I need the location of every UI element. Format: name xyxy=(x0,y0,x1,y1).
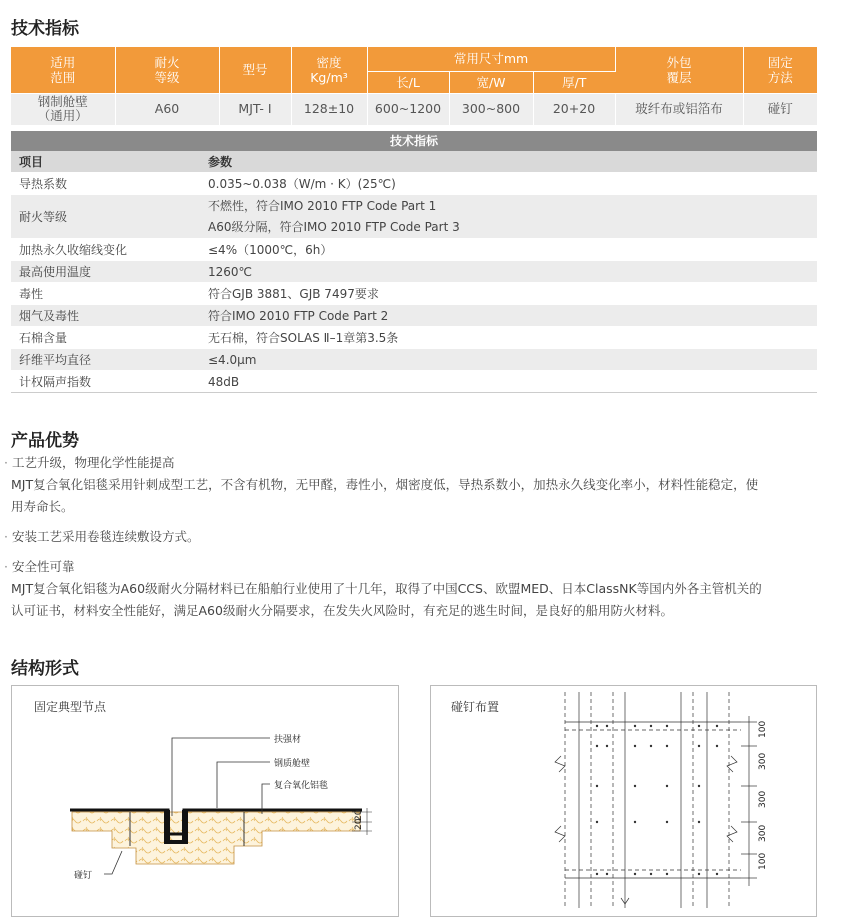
header-thickness: 厚/T xyxy=(533,71,615,93)
row-item: 毒性 xyxy=(19,287,44,301)
fixing-node-title: 固定典型节点 xyxy=(34,700,107,714)
blanket-shape xyxy=(72,812,360,864)
cell-cover: 玻纤布或铝箔布 xyxy=(615,93,743,125)
dim-300-b: 300 xyxy=(758,790,768,808)
advantage-3-text: MJT复合氧化铝毯为A60级耐火分隔材料已在船舶行业使用了十几年，取得了中国CCS、欧盟MED、日本ClassNK等国内外各主管机关的 xyxy=(11,581,762,596)
row-item: 加热永久收缩线变化 xyxy=(19,243,128,257)
row-item: 导热系数 xyxy=(19,177,68,191)
row-param: 符合IMO 2010 FTP Code Part 2 xyxy=(208,309,389,323)
cell-length: 600~1200 xyxy=(367,93,449,125)
row-param: 0.035~0.038（W/m · K）(25℃) xyxy=(208,177,396,191)
tech-section-title: 技术指标 xyxy=(11,19,79,39)
table-row xyxy=(11,305,817,327)
tech-header-row xyxy=(11,151,817,173)
struct-section-title: 结构形式 xyxy=(11,659,79,679)
header-fix: 固定 方法 xyxy=(743,47,817,93)
cell-density: 128±10 xyxy=(291,93,367,125)
bullet: · xyxy=(4,529,8,544)
advantage-1 xyxy=(4,452,824,518)
header-fire-grade: 耐火 等级 xyxy=(115,47,219,93)
row-param: 无石棉，符合SOLAS Ⅱ–1章第3.5条 xyxy=(208,331,399,345)
bullet: · xyxy=(4,559,8,574)
dim-20b: 20 xyxy=(354,818,364,830)
cell-model: MJT- I xyxy=(219,93,291,125)
table-row xyxy=(11,261,817,283)
label-blanket: 复合氧化铝毯 xyxy=(274,781,329,791)
advantage-1-text-2: 用寿命长。 xyxy=(11,499,74,514)
header-width: 宽/W xyxy=(449,71,533,93)
table-row xyxy=(11,195,817,239)
dim-100-bottom: 100 xyxy=(758,852,768,870)
col-param: 参数 xyxy=(208,155,233,169)
table-row xyxy=(11,327,817,349)
row-param: 不燃性，符合IMO 2010 FTP Code Part 1 A60级分隔，符合IMO 2010 FTP Code Part 3 xyxy=(208,198,460,234)
pin-layout-drawing xyxy=(431,686,816,916)
header-density: 密度 Kg/m³ xyxy=(291,47,367,93)
fixing-node-drawing xyxy=(12,686,398,916)
advantage-3-title: 安全性可靠 xyxy=(11,559,75,574)
dim-100-top: 100 xyxy=(758,720,768,738)
advantage-2-title: 安装工艺采用卷毯连续敷设方式。 xyxy=(11,529,200,544)
pin-layout-title: 碰钉布置 xyxy=(451,700,500,714)
col-item: 项目 xyxy=(19,155,44,169)
row-item: 耐火等级 xyxy=(19,210,68,224)
header-length: 长/L xyxy=(367,71,449,93)
advantage-1-text: MJT复合氧化铝毯采用针刺成型工艺，不含有机物，无甲醛，毒性小，烟密度低，导热系数小，加热永久线变化率小，材料性能稳定，使 xyxy=(11,477,759,492)
tech-table xyxy=(11,131,817,393)
label-pin: 碰钉 xyxy=(74,871,93,881)
row-param: ≤4.0μm xyxy=(208,352,257,367)
fixing-node-diagram xyxy=(11,685,399,917)
dim-20a: 20 xyxy=(354,809,364,821)
dim-300-c: 300 xyxy=(758,824,768,842)
header-size: 常用尺寸mm xyxy=(367,47,615,71)
table-row xyxy=(11,349,817,371)
label-stiffener: 扶强材 xyxy=(274,735,302,745)
tech-table-title: 技术指标 xyxy=(11,131,817,151)
spec-row xyxy=(11,93,817,125)
row-param: 符合GJB 3881、GJB 7497要求 xyxy=(208,287,379,301)
row-item: 最高使用温度 xyxy=(19,265,92,279)
cell-scope: 钢制舱壁 （通用） xyxy=(11,93,115,125)
advantage-2 xyxy=(4,526,824,548)
advantage-3-text-2: 认可证书，材料安全性能好，满足A60级耐火分隔要求，在发失火风险时，有充足的逃生时间，是良好的船用防火材料。 xyxy=(11,603,673,618)
table-row xyxy=(11,173,817,195)
table-row xyxy=(11,283,817,305)
table-row xyxy=(11,371,817,393)
dim-300-a: 300 xyxy=(758,752,768,770)
bullet: · xyxy=(4,455,8,470)
header-model: 型号 xyxy=(219,47,291,93)
header-scope: 适用 范围 xyxy=(11,47,115,93)
label-steel-bulkhead: 钢质舱壁 xyxy=(274,759,311,769)
row-param: 1260℃ xyxy=(208,264,253,279)
row-item: 纤维平均直径 xyxy=(19,353,92,367)
cell-thickness: 20+20 xyxy=(533,93,615,125)
row-param: 48dB xyxy=(208,374,240,389)
row-item: 石棉含量 xyxy=(19,331,68,345)
cell-width: 300~800 xyxy=(449,93,533,125)
row-item: 烟气及毒性 xyxy=(19,309,80,323)
pin-layout-diagram xyxy=(430,685,817,917)
advantage-1-title: 工艺升级，物理化学性能提高 xyxy=(11,455,175,470)
header-cover: 外包 覆层 xyxy=(615,47,743,93)
advantage-3 xyxy=(4,556,824,622)
table-row xyxy=(11,239,817,261)
row-param: ≤4%（1000℃，6h） xyxy=(208,243,333,257)
spec-table xyxy=(11,47,817,125)
stiffener-shape xyxy=(164,810,170,842)
row-item: 计权隔声指数 xyxy=(19,375,92,389)
adv-section-title: 产品优势 xyxy=(11,431,79,451)
cell-fire-grade: A60 xyxy=(115,93,219,125)
cell-fix: 碰钉 xyxy=(743,93,817,125)
